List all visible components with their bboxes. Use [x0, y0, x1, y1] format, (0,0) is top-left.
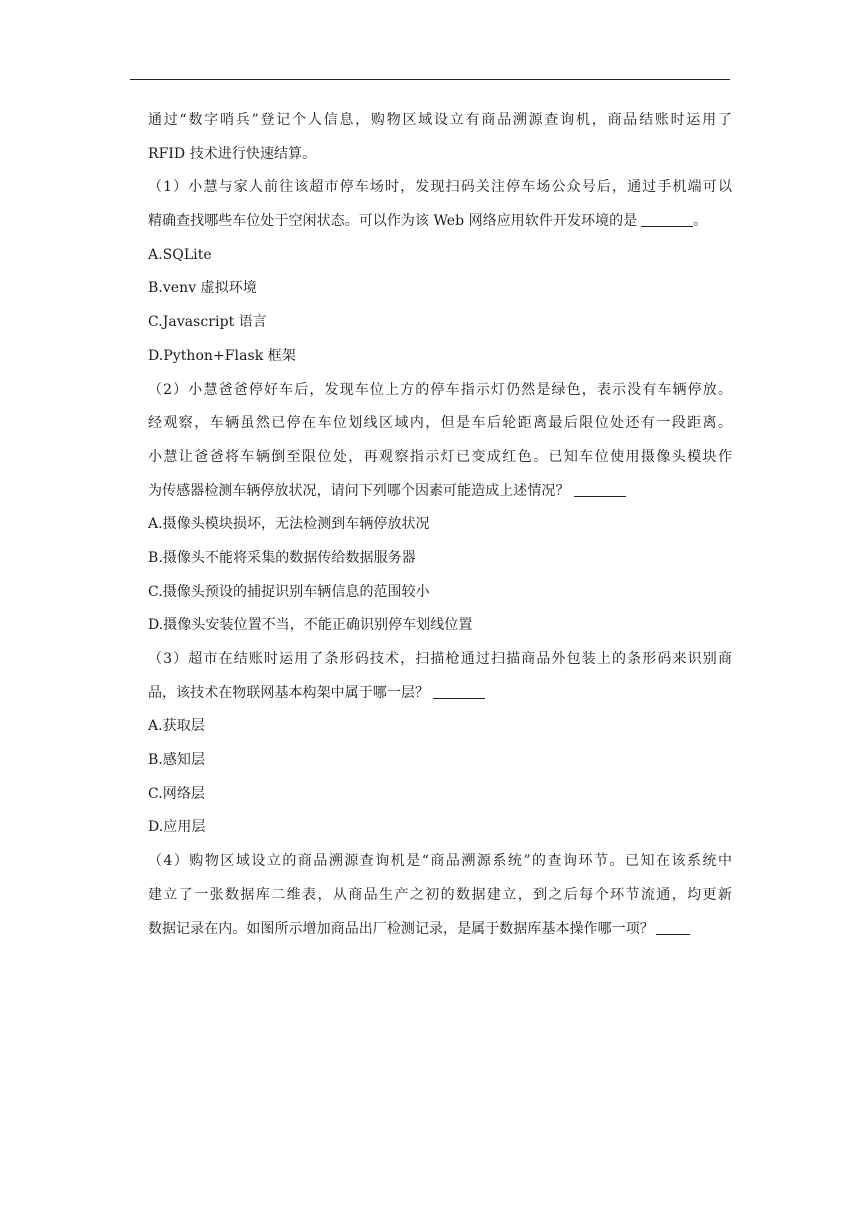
question-4-line-1: （4）购物区域设立的商品溯源查询机是“商品溯源系统”的查询环节。已知在该系统中: [148, 853, 732, 870]
question-1-line-1: （1）小慧与家人前往该超市停车场时，发现扫码关注停车场公众号后，通过手机端可以: [148, 179, 732, 196]
answer-blank-1: [641, 212, 693, 227]
question-2-line-3: 小慧让爸爸将车辆倒至限位处，再观察指示灯已变成红色。已知车位使用摄像头模块作: [148, 448, 732, 465]
question-2-option-c: C.摄像头预设的捕捉识别车辆信息的范围较小: [148, 583, 430, 600]
question-3-option-b: B.感知层: [148, 752, 205, 769]
question-1-option-c: C.Javascript 语言: [148, 314, 267, 331]
question-4-line-2: 建立了一张数据库二维表，从商品生产之初的数据建立，到之后每个环节流通，均更新: [148, 886, 732, 903]
intro-line-2: RFID 技术进行快速结算。: [148, 145, 317, 162]
question-1-option-b: B.venv 虚拟环境: [148, 280, 257, 297]
header-rule: [130, 79, 730, 80]
question-1-line-2-text: 精确查找哪些车位处于空闲状态。可以作为该 Web 网络应用软件开发环境的是: [148, 213, 638, 230]
question-2-option-a: A.摄像头模块损坏，无法检测到车辆停放状况: [148, 516, 430, 533]
question-4-line-3: [148, 913, 732, 947]
question-2-line-1: （2）小慧爸爸停好车后，发现车位上方的停车指示灯仍然是绿色，表示没有车辆停放。: [148, 381, 732, 398]
question-1-line-2-end: 。: [693, 213, 708, 230]
question-2-option-b: B.摄像头不能将采集的数据传给数据服务器: [148, 549, 416, 566]
question-3-option-c: C.网络层: [148, 785, 205, 802]
answer-blank-3: [433, 684, 485, 699]
question-2-line-4-text: 为传感器检测车辆停放状况，请问下列哪个因素可能造成上述情况？: [148, 482, 570, 499]
answer-blank-4: [656, 920, 690, 935]
question-1-line-2: [148, 205, 732, 239]
question-2-line-4: [148, 475, 732, 509]
question-2-line-2: 经观察，车辆虽然已停在车位划线区域内，但是车后轮距离最后限位处还有一段距离。: [148, 415, 732, 432]
question-1-option-a: A.SQLite: [148, 246, 212, 263]
intro-line-1: 通过“数字哨兵”登记个人信息，购物区域设立有商品溯源查询机，商品结账时运用了: [148, 112, 732, 128]
question-3-line-2: [148, 677, 732, 711]
question-1-option-d: D.Python+Flask 框架: [148, 347, 296, 364]
question-4-line-3-text: 数据记录在内。如图所示增加商品出厂检测记录，是属于数据库基本操作哪一项？: [148, 920, 654, 937]
question-3-line-1: （3）超市在结账时运用了条形码技术，扫描枪通过扫描商品外包装上的条形码来识别商: [148, 651, 732, 667]
question-3-line-2-text: 品，该技术在物联网基本构架中属于哪一层？: [148, 684, 429, 701]
question-3-option-d: D.应用层: [148, 819, 206, 836]
question-3-option-a: A.获取层: [148, 718, 205, 735]
question-2-option-d: D.摄像头安装位置不当，不能正确识别停车划线位置: [148, 617, 473, 634]
document-body: [148, 104, 732, 946]
answer-blank-2: [574, 482, 626, 497]
